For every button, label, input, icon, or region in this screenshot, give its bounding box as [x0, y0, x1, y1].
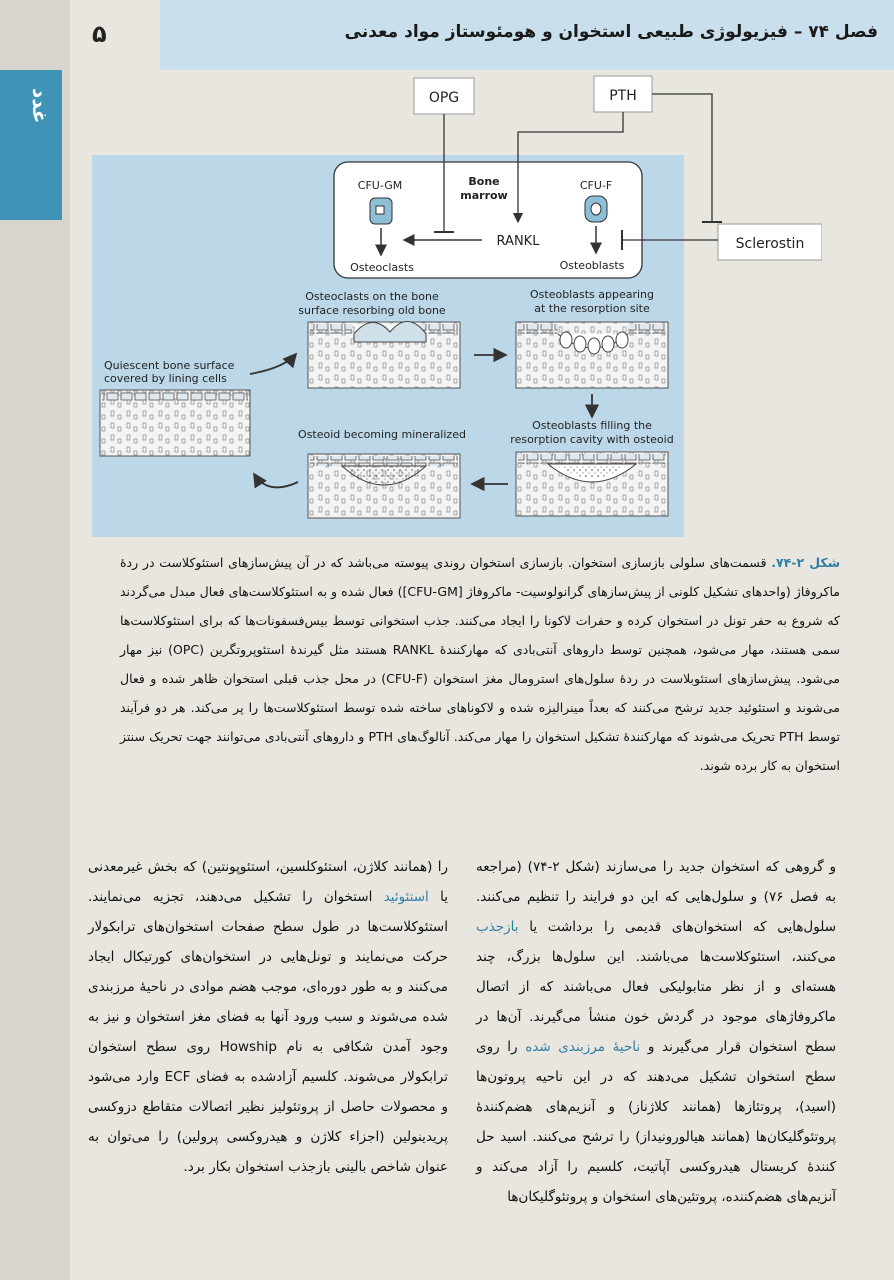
- left-text-1: را (همانند کلاژن، استئوکلسین، استئوپونتین) که بخش غیرمعدنی یا: [88, 859, 448, 905]
- osteoblasts-filling-label-2: resorption cavity with osteoid: [510, 433, 674, 446]
- osteoblasts-label: Osteoblasts: [559, 259, 625, 272]
- left-text-2: استخوان را تشکیل می‌دهند، تجزیه می‌نمایند. استئوکلاست‌ها در طول سطح صفحات استخوان‌های ترابکولار حرکت می‌نمایند و تونل‌هایی در استخوان‌های کورتیکال ایجاد می‌کنند و به طور دوره‌ای، موجب هضم موادی در ناحیهٔ مرزبندی شده می‌شوند و سبب ورود آنها به فضای مغز استخوان و نیز به وجود آمدن شکافی به نام Howship روی سطح استخوان ترابکولار می‌شوند. کلسیم آزادشده به فضای ECF وارد می‌شود و محصولات حاصل از پروتئولیز نظیر اتصالات متقاطع دزوکسی پریدینولین (اجزاء کلاژن و هیدروکسی پرولین) را می‌توان به عنوان شاخص بالینی بازجذب استخوان بکار برد.: [88, 889, 448, 1175]
- bone-remodeling-figure: [92, 72, 822, 537]
- bone-marrow-label-2: marrow: [460, 189, 508, 202]
- term-osteoid: استئوئید: [383, 889, 429, 905]
- pth-label: PTH: [609, 88, 637, 104]
- quiescent-label-1: Quiescent bone surface: [104, 359, 235, 372]
- bone-block-filling: [516, 452, 668, 516]
- figure-caption: [120, 548, 840, 780]
- sclerostin-label: Sclerostin: [735, 236, 805, 252]
- figure-caption-text: قسمت‌های سلولی بازسازی استخوان. بازسازی استخوان روندی پیوسته می‌باشد که در آن پیش‌سازهای استئوکلاست در ردهٔ ماکروفاژ (واحدهای تشکیل کلونی از پیش‌سازهای گرانولوسیت- ماکروفاژ [CFU-GM]) فعال شده و به استئوکلاست‌های فعال مبدل می‌گردند که شروع به حفر تونل در استخوان کرده و حفرات لاکونا را ایجاد می‌کنند. جذب استخوانی توسط بیس‌فسفونات‌ها که برای استئوکلاست‌ها سمی هستند، مهار می‌شود، همچنین توسط داروهای آنتی‌بادی که مهارکنندهٔ RANKL هستند مثل گیرندهٔ استئوپروتگرین (OPC) نیز مهار می‌شود. پیش‌سازهای استئوبلاست در ردهٔ سلول‌های استرومال مغز استخوان (CFU-F) در محل جذب قبلی استخوان ظاهر شده و فعال می‌شوند و استئوئید جدید ترشح می‌کنند که بعداً مینرالیزه شده و لاکوناهای ساخته شده توسط استئوکلاست‌ها را پر می‌کند. هر دو فرآیند توسط PTH تحریک می‌شوند که مهارکنندهٔ تشکیل استخوان را مهار می‌کند. آنالوگ‌های PTH و داروهای آنتی‌بادی می‌توانند جهت تحریک سنتز استخوان به کار برده شوند.: [120, 555, 841, 773]
- page-number: ۵: [92, 20, 107, 48]
- body-column-left: [88, 852, 448, 1182]
- stage-osteoblasts-label-2: at the resorption site: [534, 302, 650, 315]
- bone-block-resorbing: [308, 321, 460, 388]
- osteoblasts-filling-label-1: Osteoblasts filling the: [532, 419, 652, 432]
- right-text-1: و گروهی که استخوان جدید را می‌سازند (شکل ۲-۷۴) (مراجعه به فصل ۷۶) و سلول‌هایی که این دو فرایند را تنظیم می‌کنند. سلول‌هایی که استخوان‌های قدیمی را برداشت یا: [476, 859, 837, 935]
- rankl-label: RANKL: [496, 234, 540, 249]
- term-ruffled-border: ناحیهٔ مرزبندی شده: [525, 1039, 641, 1055]
- figure-caption-label: شکل ۲-۷۴.: [771, 555, 840, 570]
- cfu-f-label: CFU-F: [579, 179, 613, 192]
- chapter-title: فصل ۷۴ – فیزیولوژی طبیعی استخوان و هومئوستاز مواد معدنی: [344, 22, 878, 42]
- bone-block-quiescent: [100, 390, 250, 456]
- bone-marrow-label-1: Bone: [468, 175, 500, 188]
- section-tab-label: غدد: [28, 88, 52, 124]
- bone-block-mineralizing: [308, 454, 460, 518]
- right-text-2: می‌کنند، استئوکلاست‌ها می‌باشند. این سلول‌ها بزرگ، چند هسته‌ای و از نظر متابولیکی فعال می‌باشند که از اتصال ماکروفاژهای موجود در گردش خون منشأ می‌گیرند. آن‌ها در سطح استخوان قرار می‌گیرند و: [476, 949, 837, 1055]
- stage-osteoclasts-label-1: Osteoclasts on the bone: [305, 290, 439, 303]
- osteoid-mineralized-label: Osteoid becoming mineralized: [298, 428, 466, 441]
- right-text-3: را روی سطح استخوان تشکیل می‌دهند که در این ناحیه پروتون‌ها (اسید)، پروتئازها (همانند کلاژناز) و آنزیم‌های هضم‌کنندهٔ پروتئوگلیکان‌ها (همانند هیالورونیداز) را ترشح می‌کنند. اسید حل کنندهٔ کریستال هیدروکسی آپاتیت، کلسیم را آزاد می‌کند و آنزیم‌های هضم‌کننده، پروتئین‌های استخوان و پروتئوگلیکان‌ها: [476, 1039, 836, 1205]
- page-margin: [0, 0, 70, 1280]
- chapter-header: [92, 0, 894, 70]
- cfu-gm-label: CFU-GM: [357, 179, 403, 192]
- osteoclasts-label: Osteoclasts: [350, 261, 414, 274]
- quiescent-label-2: covered by lining cells: [104, 372, 227, 385]
- opg-label: OPG: [428, 90, 460, 106]
- term-resorption: بازجذب: [476, 919, 519, 935]
- stage-osteoblasts-label-1: Osteoblasts appearing: [530, 288, 654, 301]
- stage-osteoclasts-label-2: surface resorbing old bone: [298, 304, 446, 317]
- bone-block-appearing: [516, 322, 668, 388]
- body-column-right: [476, 852, 836, 1212]
